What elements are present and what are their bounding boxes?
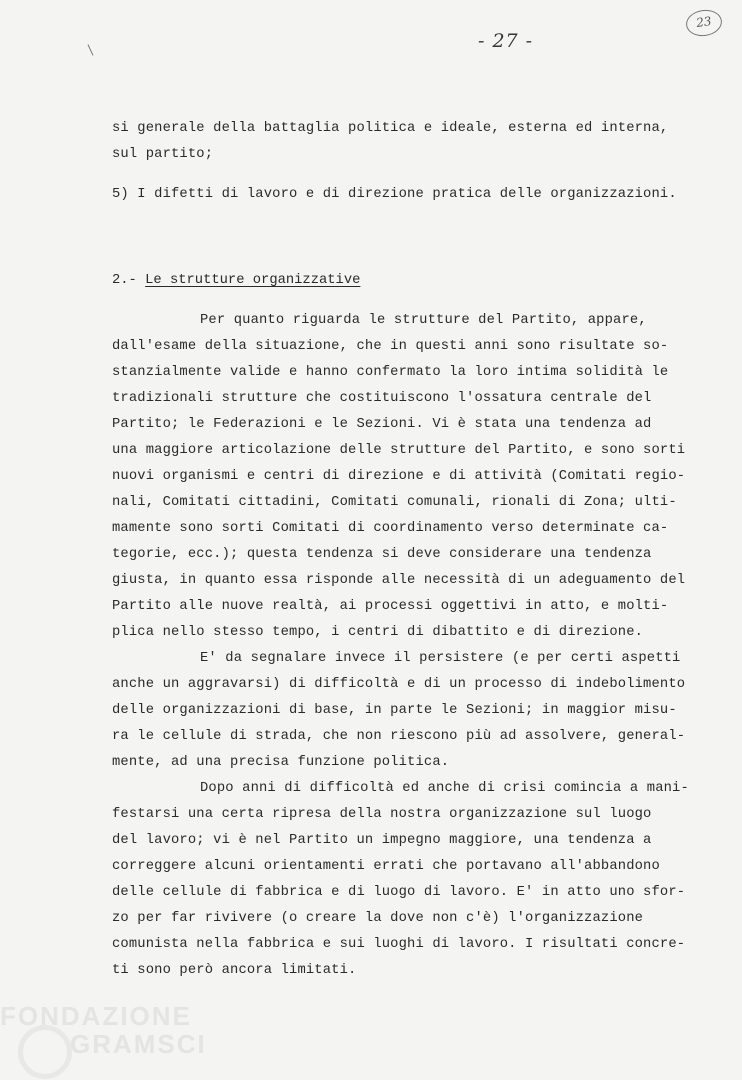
text-line: tegorie, ecc.); questa tendenza si deve considerare una tendenza: [112, 547, 652, 562]
text-line: Per quanto riguarda le strutture del Partito, appare,: [200, 313, 647, 328]
text-line: comunista nella fabbrica e sui luoghi di lavoro. I risultati concre-: [112, 937, 686, 952]
point-5-paragraph: [112, 182, 702, 208]
text-line: festarsi una certa ripresa della nostra organizzazione sul luogo: [112, 807, 652, 822]
watermark-line: FONDAZIONE: [0, 1001, 192, 1031]
text-line: delle cellule di fabbrica e di luogo di lavoro. E' in atto uno sfor-: [112, 885, 686, 900]
text-line: E' da segnalare invece il persistere (e per certi aspetti: [200, 651, 681, 666]
archive-stamp: 23: [684, 8, 723, 39]
section-number: 2.-: [112, 273, 137, 288]
text-line: stanzialmente valide e hanno confermato la loro intima solidità le: [112, 365, 669, 380]
text-line: zo per far rivivere (o creare la dove non c'è) l'organizzazione: [112, 911, 644, 926]
text-line: una maggiore articolazione delle strutture del Partito, e sono sorti: [112, 443, 686, 458]
text-line: tradizionali strutture che costituiscono l'ossatura centrale del: [112, 391, 652, 406]
text-line: 5) I difetti di lavoro e di direzione pratica delle organizzazioni.: [112, 187, 677, 202]
text-line: si generale della battaglia politica e ideale, esterna ed interna,: [112, 121, 669, 136]
text-line: delle organizzazioni di base, in parte le Sezioni; in maggior misu-: [112, 703, 677, 718]
text-line: giusta, in quanto essa risponde alle necessità di un adeguamento del: [112, 573, 686, 588]
text-line: del lavoro; vi è nel Partito un impegno maggiore, una tendenza a: [112, 833, 652, 848]
text-line: anche un aggravarsi) di difficoltà e di un processo di indebolimento: [112, 677, 686, 692]
watermark: [0, 1002, 207, 1058]
text-line: Dopo anni di difficoltà ed anche di crisi comincia a mani-: [200, 781, 689, 796]
text-line: mente, ad una precisa funzione politica.: [112, 755, 450, 770]
text-line: nali, Comitati cittadini, Comitati comunali, rionali di Zona; ulti-: [112, 495, 677, 510]
intro-paragraph: [112, 116, 702, 168]
body-text: [112, 308, 702, 984]
section-heading: [112, 268, 360, 294]
text-line: Partito alle nuove realtà, ai processi oggettivi in atto, e molti-: [112, 599, 669, 614]
watermark-line: GRAMSCI: [70, 1029, 207, 1059]
text-line: Partito; le Federazioni e le Sezioni. Vi è stata una tendenza ad: [112, 417, 652, 432]
text-line: sul partito;: [112, 147, 214, 162]
text-line: nuovi organismi e centri di direzione e di attività (Comitati regio-: [112, 469, 686, 484]
text-line: plica nello stesso tempo, i centri di dibattito e di direzione.: [112, 625, 644, 640]
page-number: - 27 -: [478, 30, 534, 52]
text-line: correggere alcuni orientamenti errati che portavano all'abbandono: [112, 859, 660, 874]
section-title: Le strutture organizzative: [145, 273, 361, 288]
text-line: ti sono però ancora limitati.: [112, 963, 357, 978]
text-line: dall'esame della situazione, che in questi anni sono risultate so-: [112, 339, 669, 354]
pen-mark: [88, 44, 94, 55]
text-line: mamente sono sorti Comitati di coordinamento verso determinate ca-: [112, 521, 669, 536]
text-line: ra le cellule di strada, che non riescono più ad assolvere, general-: [112, 729, 686, 744]
